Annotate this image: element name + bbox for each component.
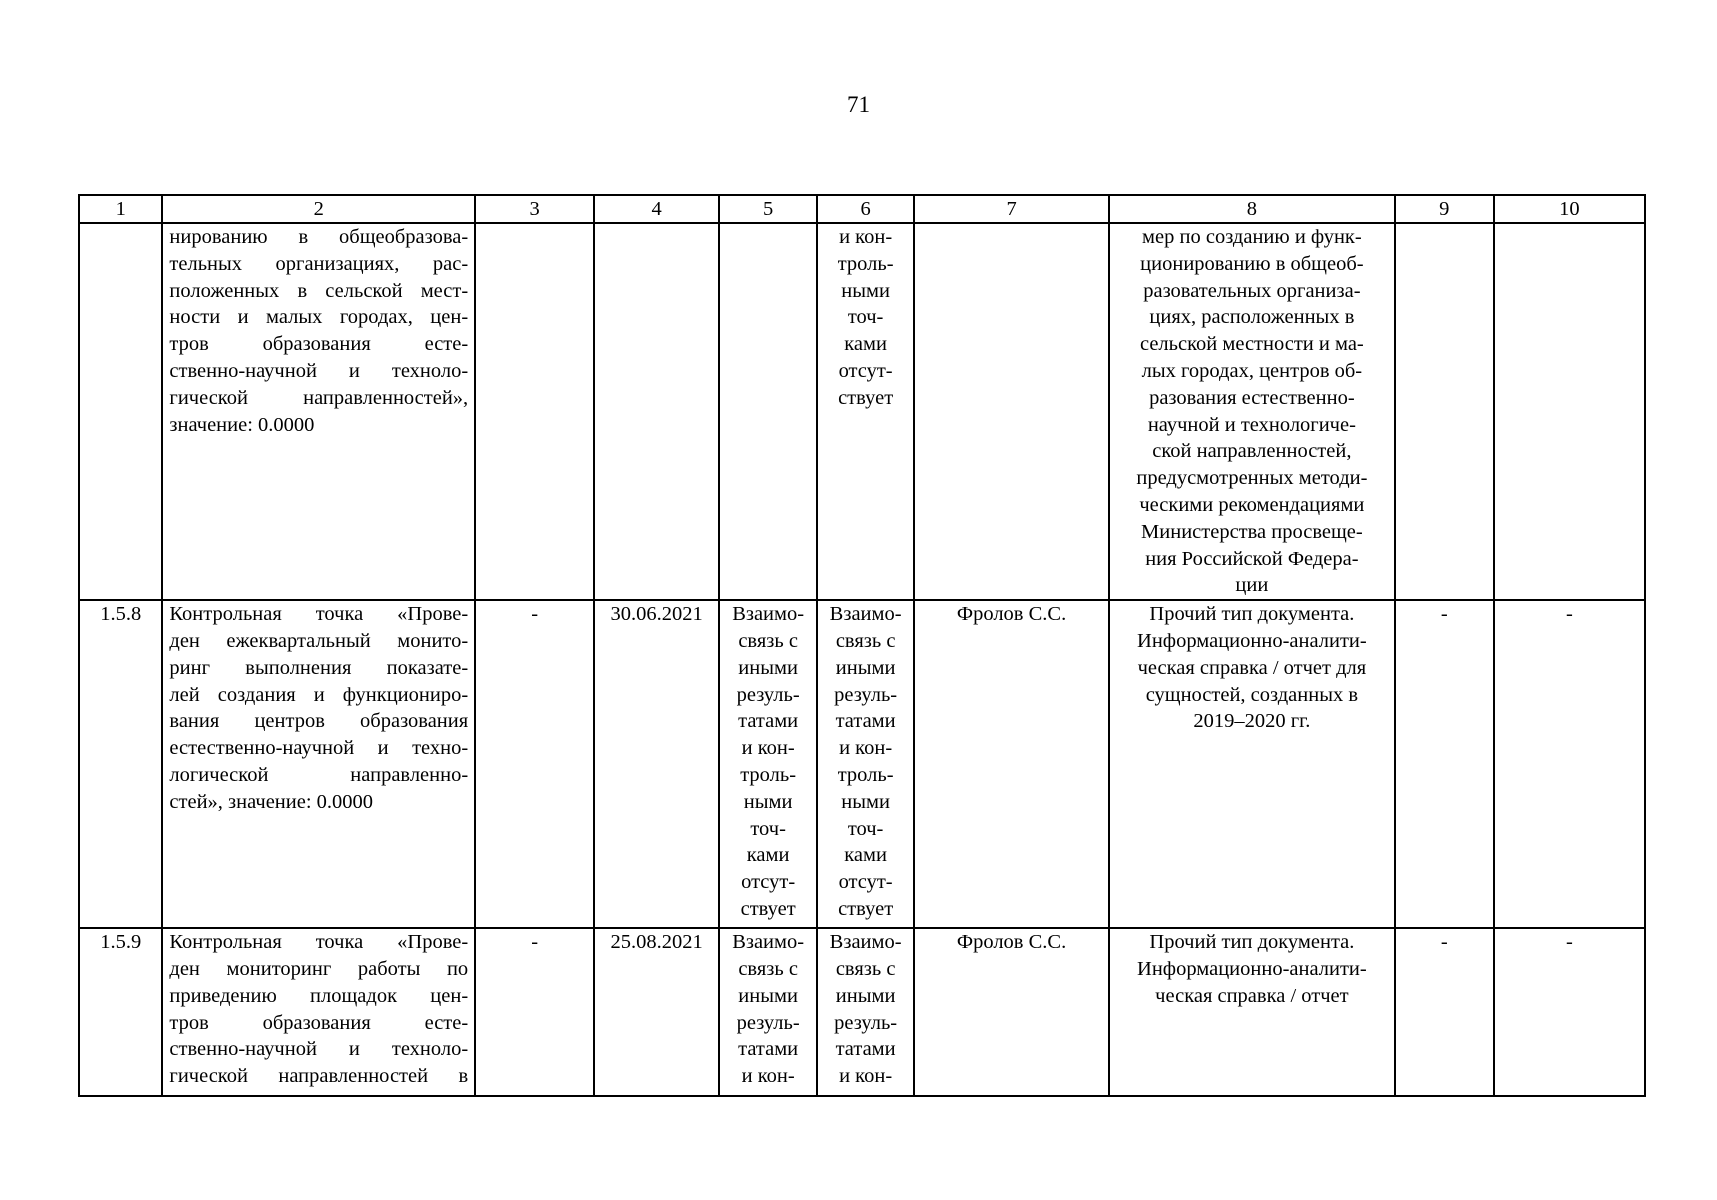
text-line: ками xyxy=(844,844,887,867)
text-line: и кон- xyxy=(839,737,893,760)
text-line: 2019–2020 гг. xyxy=(1193,710,1311,733)
cell-responsible xyxy=(914,223,1109,600)
column-header: 10 xyxy=(1494,195,1645,223)
text-line: гической направленностей в xyxy=(169,1065,469,1088)
text-line: иными xyxy=(835,984,896,1007)
cell-date xyxy=(594,223,719,600)
text-line: Взаимо- xyxy=(732,931,805,954)
text-line: ния Российской Федера- xyxy=(1145,547,1359,570)
text-line: ческая справка / отчет для xyxy=(1137,656,1367,679)
text-line: разовательных организа- xyxy=(1143,279,1361,302)
text-line: стей», значение: 0.0000 xyxy=(169,790,374,813)
text-line: точ- xyxy=(847,817,884,840)
cell-col9 xyxy=(1395,223,1494,600)
text-line: Взаимо- xyxy=(829,931,902,954)
cell-description xyxy=(162,223,475,600)
text-line: ционированию в общеоб- xyxy=(1140,252,1364,275)
text-line: научной и технологиче- xyxy=(1147,413,1356,436)
text-line: ческая справка / отчет xyxy=(1155,984,1349,1007)
text-line: ринг выполнения показате- xyxy=(169,656,469,679)
column-header: 1 xyxy=(79,195,162,223)
cell-responsible: Фролов С.С. xyxy=(914,600,1109,928)
cell-col10: - xyxy=(1494,928,1645,1096)
text-line: ской направленностей, xyxy=(1152,440,1352,463)
cell-col3: - xyxy=(475,928,594,1096)
text-line: ственно-научной и техноло- xyxy=(169,1038,469,1061)
measures-table xyxy=(78,194,1646,1097)
text-line: резуль- xyxy=(834,1011,898,1034)
text-line: Прочий тип документа. xyxy=(1149,931,1355,954)
text-line: сельской местности и ма- xyxy=(1139,333,1364,356)
text-line: ствует xyxy=(838,386,894,409)
text-line: логической направленно- xyxy=(169,763,469,786)
cell-col3: - xyxy=(475,600,594,928)
text-line: положенных в сельской мест- xyxy=(169,279,469,302)
text-line: отсут- xyxy=(838,359,893,382)
text-line: лей создания и функциониро- xyxy=(169,683,469,706)
cell-responsible: Фролов С.С. xyxy=(914,928,1109,1096)
text-line: резуль- xyxy=(834,683,898,706)
cell-date: 25.08.2021 xyxy=(594,928,719,1096)
table-header-row xyxy=(79,195,1645,223)
text-line: ными xyxy=(841,279,890,302)
text-line: естественно-научной и техно- xyxy=(169,737,469,760)
cell-col10: - xyxy=(1494,600,1645,928)
column-header: 4 xyxy=(594,195,719,223)
text-line: ствует xyxy=(740,897,796,920)
text-line: ными xyxy=(841,790,890,813)
text-line: тров образования есте- xyxy=(169,1011,469,1034)
text-line: ками xyxy=(746,844,790,867)
text-line: ции xyxy=(1235,574,1269,597)
cell-col6 xyxy=(817,223,914,600)
text-line: резуль- xyxy=(736,683,800,706)
table-row-1-5-8 xyxy=(79,600,1645,928)
text-line: разования естественно- xyxy=(1149,386,1355,409)
text-line: связь с xyxy=(835,957,896,980)
cell-col5 xyxy=(719,223,817,600)
cell-col6 xyxy=(817,600,914,928)
text-line: Информационно-аналити- xyxy=(1137,629,1367,652)
text-line: нированию в общеобразова- xyxy=(169,226,469,248)
cell-number: 1.5.8 xyxy=(79,600,162,928)
cell-number: 1.5.9 xyxy=(79,928,162,1096)
column-header: 2 xyxy=(162,195,475,223)
text-line: лых городах, центров об- xyxy=(1141,359,1363,382)
text-line: татами xyxy=(738,710,799,733)
text-line: ческими рекомендациями xyxy=(1139,493,1365,516)
text-line: Взаимо- xyxy=(829,603,902,626)
text-line: ствует xyxy=(838,897,894,920)
text-line: связь с xyxy=(835,629,896,652)
text-line: татами xyxy=(738,1038,799,1061)
cell-col10 xyxy=(1494,223,1645,600)
text-line: тельных организациях, рас- xyxy=(169,252,469,275)
text-line: иными xyxy=(738,984,798,1007)
text-line: точ- xyxy=(750,817,786,840)
cell-col5 xyxy=(719,928,817,1096)
page-number: 71 xyxy=(847,92,870,117)
text-line: ками xyxy=(844,333,887,356)
text-line: ности и малых городах, цен- xyxy=(169,306,469,329)
text-line: Прочий тип документа. xyxy=(1149,603,1355,626)
cell-col9: - xyxy=(1395,928,1494,1096)
text-line: гической направленностей», xyxy=(169,386,469,409)
column-header: 3 xyxy=(475,195,594,223)
column-header: 9 xyxy=(1395,195,1494,223)
table-row-continuation xyxy=(79,223,1645,600)
text-line: иными xyxy=(835,656,896,679)
text-line: троль- xyxy=(740,763,797,786)
text-line: связь с xyxy=(738,957,798,980)
text-line: ными xyxy=(743,790,793,813)
cell-col9: - xyxy=(1395,600,1494,928)
text-line: ден ежеквартальный монито- xyxy=(169,629,469,652)
text-line: троль- xyxy=(837,763,894,786)
text-line: Контрольная точка «Прове- xyxy=(169,603,469,626)
text-line: Взаимо- xyxy=(732,603,805,626)
column-header: 5 xyxy=(719,195,817,223)
text-line: сущностей, созданных в xyxy=(1145,683,1359,706)
column-header: 8 xyxy=(1109,195,1395,223)
cell-description xyxy=(162,928,475,1096)
text-line: приведению площадок цен- xyxy=(169,984,469,1007)
text-line: татами xyxy=(835,710,896,733)
text-line: резуль- xyxy=(736,1011,800,1034)
cell-number xyxy=(79,223,162,600)
text-line: и кон- xyxy=(741,737,795,760)
text-line: и кон- xyxy=(741,1065,795,1088)
text-line: иными xyxy=(738,656,798,679)
text-line: Контрольная точка «Прове- xyxy=(169,931,469,954)
text-line: Информационно-аналити- xyxy=(1137,957,1367,980)
cell-document xyxy=(1109,600,1395,928)
text-line: Министерства просвеще- xyxy=(1141,520,1363,543)
cell-col6 xyxy=(817,928,914,1096)
text-line: ден мониторинг работы по xyxy=(169,957,469,980)
cell-description xyxy=(162,600,475,928)
text-line: точ- xyxy=(847,306,884,329)
text-line: отсут- xyxy=(838,871,893,894)
column-header: 6 xyxy=(817,195,914,223)
cell-date: 30.06.2021 xyxy=(594,600,719,928)
text-line: циях, расположенных в xyxy=(1149,306,1355,329)
cell-document xyxy=(1109,223,1395,600)
text-line: татами xyxy=(835,1038,896,1061)
column-header: 7 xyxy=(914,195,1109,223)
text-line: связь с xyxy=(738,629,798,652)
cell-col3 xyxy=(475,223,594,600)
text-line: тров образования есте- xyxy=(169,333,469,356)
cell-col5 xyxy=(719,600,817,928)
text-line: и кон- xyxy=(839,1065,893,1088)
text-line: ственно-научной и техноло- xyxy=(169,359,469,382)
table-row-1-5-9 xyxy=(79,928,1645,1096)
text-line: отсут- xyxy=(741,871,796,894)
text-line: мер по созданию и функ- xyxy=(1142,226,1362,248)
text-line: значение: 0.0000 xyxy=(169,413,315,436)
text-line: троль- xyxy=(837,252,894,275)
text-line: вания центров образования xyxy=(169,710,469,733)
text-line: и кон- xyxy=(839,226,893,248)
text-line: предусмотренных методи- xyxy=(1136,467,1368,490)
cell-document xyxy=(1109,928,1395,1096)
